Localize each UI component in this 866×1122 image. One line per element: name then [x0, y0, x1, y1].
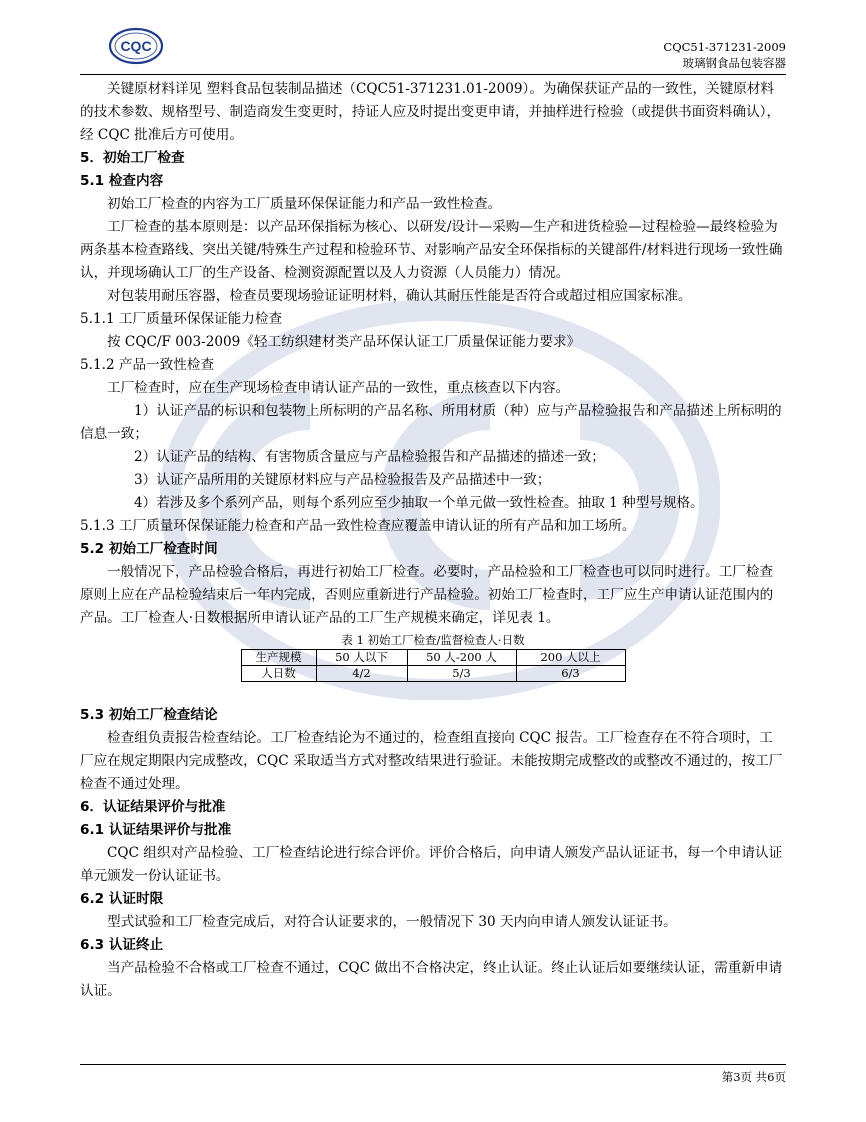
- paragraph-5-1-1: 按 CQC/F 003-2009《轻工纺织建材类产品环保认证工厂质量保证能力要求》: [107, 334, 581, 350]
- table-cell: 200 人以上: [516, 650, 625, 666]
- heading-6-3: 6.3 认证终止: [80, 937, 164, 953]
- cqc-logo: [108, 26, 164, 66]
- heading-5-2: 5.2 初始工厂检查时间: [80, 541, 218, 557]
- heading-6-2: 6.2 认证时限: [80, 891, 164, 907]
- paragraph-5-1-3: 5.1.3 工厂质量环保保证能力检查和产品一致性检查应覆盖申请认证的所有产品和加工场所。: [80, 518, 636, 534]
- list-item-3: 3）认证产品所用的关键原材料应与产品检验报告及产品描述中一致；: [134, 472, 551, 488]
- table-cell: 4/2: [316, 666, 407, 682]
- paragraph-5-1-b: 工厂检查的基本原则是：以产品环保指标为核心、以研发/设计—采购—生产和进货检验—过程检验—最终检验为两条基本检查路线、突出关键/特殊生产过程和检验环节、对影响产品安全环保指标的关键部件/材料进行现场一致性确认，并现场确认工厂的生产设备、检测资源配置以及人力资源（人员能力）情况。: [80, 219, 783, 281]
- table-cell: 人日数: [241, 666, 316, 682]
- table-header-row: [241, 650, 625, 666]
- list-item-4: 4）若涉及多个系列产品，则每个系列应至少抽取一个单元做一致性检查。抽取 1 种型号规格。: [134, 495, 704, 511]
- page-footer: [80, 1064, 786, 1084]
- table-cell: 50 人以下: [316, 650, 407, 666]
- paragraph-5-1-a: 初始工厂检查的内容为工厂质量环保保证能力和产品一致性检查。: [107, 196, 502, 212]
- document-code: CQC51-371231-2009: [663, 40, 786, 54]
- paragraph-6-3: 当产品检验不合格或工厂检查不通过，CQC 做出不合格决定，终止认证。终止认证后如要继续认证，需重新申请认证。: [80, 960, 783, 999]
- table-cell: 50 人-200 人: [407, 650, 516, 666]
- page-header: [80, 26, 786, 75]
- paragraph-6-1: CQC 组织对产品检验、工厂检查结论进行综合评价。评价合格后，向申请人颁发产品认证证书，每一个申请认证单元颁发一份认证证书。: [80, 845, 783, 884]
- heading-5-1-1: 5.1.1 工厂质量环保保证能力检查: [80, 311, 283, 327]
- paragraph-6-2: 型式试验和工厂检查完成后，对符合认证要求的，一般情况下 30 天内向申请人颁发认证证书。: [107, 914, 677, 930]
- table-cell: 6/3: [516, 666, 625, 682]
- heading-6: 6．认证结果评价与批准: [80, 799, 226, 815]
- inspection-days-table: [241, 649, 626, 682]
- heading-5: 5．初始工厂检查: [80, 150, 185, 166]
- paragraph-5-2: 一般情况下，产品检验合格后，再进行初始工厂检查。必要时，产品检验和工厂检查也可以同时进行。工厂检查原则上应在产品检验结束后一年内完成，否则应重新进行产品检验。初始工厂检查时，工厂应生产申请认证范围内的产品。工厂检查人·日数根据所申请认证产品的工厂生产规模来确定，详见表 1。: [80, 564, 774, 626]
- heading-5-1-2: 5.1.2 产品一致性检查: [80, 357, 215, 373]
- paragraph-5-3: 检查组负责报告检查结论。工厂检查结论为不通过的，检查组直接向 CQC 报告。工厂检查存在不符合项时，工厂应在规定期限内完成整改，CQC 采取适当方式对整改结果进行验证。未能按期完成整改的或整改不通过的，按工厂检查不通过处理。: [80, 730, 783, 792]
- paragraph-intro: 关键原材料详见 塑料食品包装制品描述（CQC51-371231.01-2009）。为确保获证产品的一致性，关键原材料的技术参数、规格型号、制造商发生变更时，持证人应及时提出变更申请，并抽样进行检验（或提供书面资料确认），经 CQC 批准后方可使用。: [80, 81, 781, 143]
- document-body: [80, 78, 786, 1003]
- page-number: 第3页 共6页: [721, 1070, 786, 1084]
- list-item-2: 2）认证产品的结构、有害物质含量应与产品检验报告和产品描述的描述一致；: [134, 449, 605, 465]
- heading-6-1: 6.1 认证结果评价与批准: [80, 822, 232, 838]
- paragraph-5-1-2: 工厂检查时，应在生产现场检查申请认证产品的一致性，重点核查以下内容。: [107, 380, 570, 396]
- table-cell: 5/3: [407, 666, 516, 682]
- table-row: [241, 666, 625, 682]
- svg-text:CQC: CQC: [120, 38, 152, 54]
- table-cell: 生产规模: [241, 650, 316, 666]
- heading-5-3: 5.3 初始工厂检查结论: [80, 707, 218, 723]
- table-caption: 表 1 初始工厂检查/监督检查人·日数: [341, 633, 525, 647]
- heading-5-1: 5.1 检查内容: [80, 173, 164, 189]
- paragraph-5-1-c: 对包装用耐压容器，检查员要现场验证证明材料，确认其耐压性能是否符合或超过相应国家标准。: [107, 288, 692, 304]
- list-item-1: 1）认证产品的标识和包装物上所标明的产品名称、所用材质（种）应与产品检验报告和产品描述上所标明的信息一致；: [80, 403, 782, 442]
- document-title: 玻璃钢食品包装容器: [682, 56, 786, 70]
